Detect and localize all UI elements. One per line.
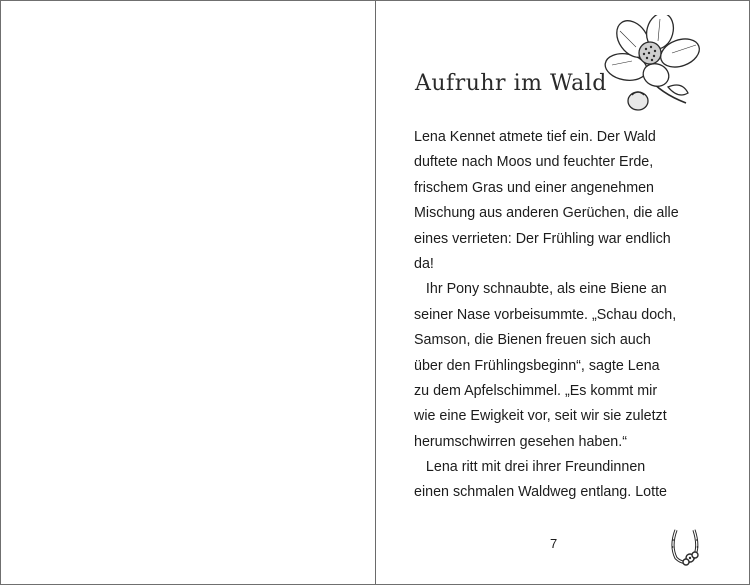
text-line: über den Frühlingsbeginn“, sagte Lena (414, 357, 660, 374)
text-line: einen schmalen Waldweg entlang. Lotte (414, 484, 668, 501)
text-line: Lena Kennet atmete tief ein. Der Wald (414, 129, 656, 145)
body-text (414, 125, 714, 506)
text-line: zu dem Apfelschimmel. „Es kommt mir (414, 382, 658, 399)
text-line: seiner Nase vorbeisummte. „Schau doch, (414, 306, 677, 323)
text-line: wie eine Ewigkeit vor, seit wir sie zuletzt (414, 408, 667, 425)
chapter-title: Aufruhr im Wald (415, 71, 607, 96)
left-page (1, 1, 375, 584)
text-line: frischem Gras und einer angenehmen (414, 179, 655, 196)
text-line: Lena ritt mit drei ihrer Freundinnen (414, 459, 646, 476)
horseshoe-icon (668, 526, 702, 566)
text-line: eines verrieten: Der Frühling war endlich (414, 230, 671, 247)
page-number: 7 (550, 536, 558, 551)
text-line: Samson, die Bienen freuen sich auch (414, 332, 651, 349)
text-line: herumschwirren gesehen haben.“ (414, 433, 627, 450)
text-line: duftete nach Moos und feuchter Erde, (414, 154, 654, 171)
text-line: da! (414, 255, 434, 272)
text-line: Mischung aus anderen Gerüchen, die alle (414, 205, 679, 222)
text-line: Ihr Pony schnaubte, als eine Biene an (414, 281, 667, 298)
right-page (376, 1, 749, 584)
flower-icon (598, 15, 706, 113)
